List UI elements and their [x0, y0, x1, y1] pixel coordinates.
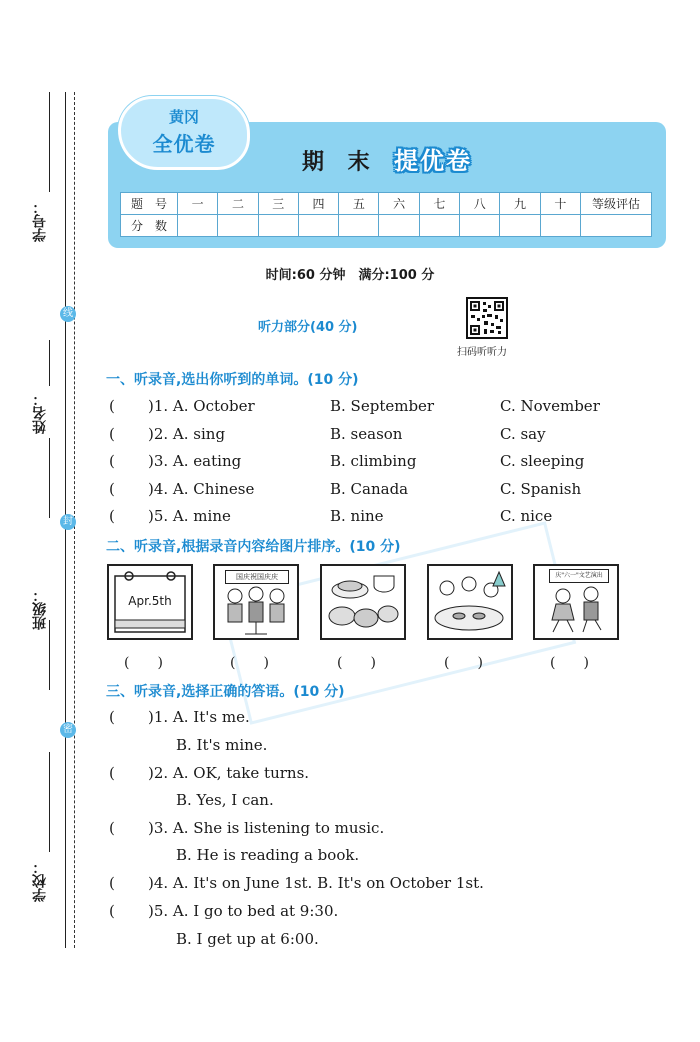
score-table: [120, 192, 652, 237]
score-header-cell: 二: [218, 193, 258, 215]
score-cell[interactable]: [298, 215, 338, 237]
answer-paren[interactable]: (: [109, 452, 115, 470]
picture-answer-blank[interactable]: ( ): [124, 655, 163, 671]
score-header-cell: 题 号: [121, 193, 178, 215]
s1-q4-a: )4. A. Chinese: [148, 480, 255, 498]
score-cell[interactable]: [419, 215, 459, 237]
s3-q2-a: )2. A. OK, take turns.: [148, 764, 310, 782]
s1-q4-c: C. Spanish: [500, 480, 582, 498]
score-cell[interactable]: [258, 215, 298, 237]
score-header-cell: 等级评估: [581, 193, 652, 215]
seal-xian: 线: [60, 306, 76, 322]
exam-title: 期 末: [302, 150, 378, 175]
s3-q5-a: )5. A. I go to bed at 9:30.: [148, 902, 339, 920]
score-header-cell: 四: [298, 193, 338, 215]
exam-subtitle: 提优卷: [394, 147, 472, 175]
score-header-cell: 七: [419, 193, 459, 215]
s1-q5-b: B. nine: [330, 507, 384, 525]
s1-q2-b: B. season: [330, 425, 403, 443]
time-info: 时间:60 分钟 满分:100 分: [265, 268, 435, 283]
name-blank-lower: [49, 438, 50, 518]
calendar-date: Apr.5th: [128, 594, 172, 608]
s1-q1-a: )1. A. October: [148, 397, 255, 415]
score-row-label: 分 数: [121, 215, 178, 237]
s3-q3-a: )3. A. She is listening to music.: [148, 819, 385, 837]
listening-title: 听力部分(40 分): [258, 320, 358, 335]
s3-q1-b: B. It's mine.: [176, 736, 268, 754]
s3-q5-b: B. I get up at 6:00.: [176, 930, 319, 948]
score-cell[interactable]: [540, 215, 580, 237]
score-cell[interactable]: [178, 215, 218, 237]
s1-q4-b: B. Canada: [330, 480, 409, 498]
s3-q4-a: )4. A. It's on June 1st. B. It's on October 1st.: [148, 874, 484, 892]
section1-title: 一、听录音,选出你听到的单词。(10 分): [106, 372, 359, 388]
class-label: 班级：: [32, 588, 48, 630]
score-value-row: [121, 215, 652, 237]
s1-q2-c: C. say: [500, 425, 546, 443]
answer-paren[interactable]: (: [109, 819, 115, 837]
s1-q3-c: C. sleeping: [500, 452, 585, 470]
score-cell[interactable]: [500, 215, 540, 237]
picture-answer-blank[interactable]: ( ): [337, 655, 376, 671]
s3-q2-b: B. Yes, I can.: [176, 791, 274, 809]
seal-mi: 密: [60, 722, 76, 738]
picture-mooncakes: [320, 564, 406, 640]
s1-q3-b: B. climbing: [330, 452, 417, 470]
banner-text: 国庆祝国庆庆: [225, 570, 289, 584]
answer-paren[interactable]: (: [109, 708, 115, 726]
name-label: 姓名：: [32, 392, 48, 434]
answer-paren[interactable]: (: [109, 507, 115, 525]
score-cell[interactable]: [339, 215, 379, 237]
s1-q5-c: C. nice: [500, 507, 553, 525]
score-header-cell: 十: [540, 193, 580, 215]
picture-answer-blank[interactable]: ( ): [230, 655, 269, 671]
answer-paren[interactable]: (: [109, 480, 115, 498]
answer-paren[interactable]: (: [109, 397, 115, 415]
qr-code-icon[interactable]: [466, 297, 508, 339]
score-cell[interactable]: [218, 215, 258, 237]
answer-paren[interactable]: (: [109, 902, 115, 920]
badge-line1: 黄冈: [168, 108, 199, 126]
school-label: 学校：: [32, 860, 48, 902]
score-header-cell: 八: [460, 193, 500, 215]
score-cell[interactable]: [581, 215, 652, 237]
score-header-cell: 六: [379, 193, 419, 215]
picture-family-dinner: [427, 564, 513, 640]
answer-paren[interactable]: (: [109, 874, 115, 892]
picture-calendar: [107, 564, 193, 640]
brand-badge: [118, 96, 250, 170]
s3-q1-a: )1. A. It's me.: [148, 708, 250, 726]
badge-line2: 全优卷: [152, 132, 216, 156]
student-id-blank[interactable]: [49, 92, 50, 192]
name-blank[interactable]: [49, 340, 50, 386]
picture-answer-blank[interactable]: ( ): [550, 655, 589, 671]
score-header-cell: 九: [500, 193, 540, 215]
section3-title: 三、听录音,选择正确的答语。(10 分): [106, 684, 345, 700]
seal-feng: 封: [60, 514, 76, 530]
picture-national-day-children: [213, 564, 299, 640]
answer-paren[interactable]: (: [109, 425, 115, 443]
score-header-cell: 五: [339, 193, 379, 215]
school-blank[interactable]: [49, 752, 50, 852]
s1-q2-a: )2. A. sing: [148, 425, 226, 443]
s1-q1-b: B. September: [330, 397, 435, 415]
score-header-row: [121, 193, 652, 215]
qr-label: 扫码听听力: [457, 347, 507, 358]
score-cell[interactable]: [379, 215, 419, 237]
score-header-cell: 一: [178, 193, 218, 215]
s1-q5-a: )5. A. mine: [148, 507, 231, 525]
picture-childrens-day-show: [533, 564, 619, 640]
answer-paren[interactable]: (: [109, 764, 115, 782]
score-header-cell: 三: [258, 193, 298, 215]
score-cell[interactable]: [460, 215, 500, 237]
banner-text: 庆"六一"文艺演出: [549, 569, 609, 583]
s1-q3-a: )3. A. eating: [148, 452, 242, 470]
s3-q3-b: B. He is reading a book.: [176, 846, 360, 864]
picture-answer-blank[interactable]: ( ): [444, 655, 483, 671]
section2-title: 二、听录音,根据录音内容给图片排序。(10 分): [106, 539, 401, 555]
class-blank[interactable]: [49, 620, 50, 690]
s1-q1-c: C. November: [500, 397, 600, 415]
student-id-label: 学号：: [32, 200, 48, 242]
